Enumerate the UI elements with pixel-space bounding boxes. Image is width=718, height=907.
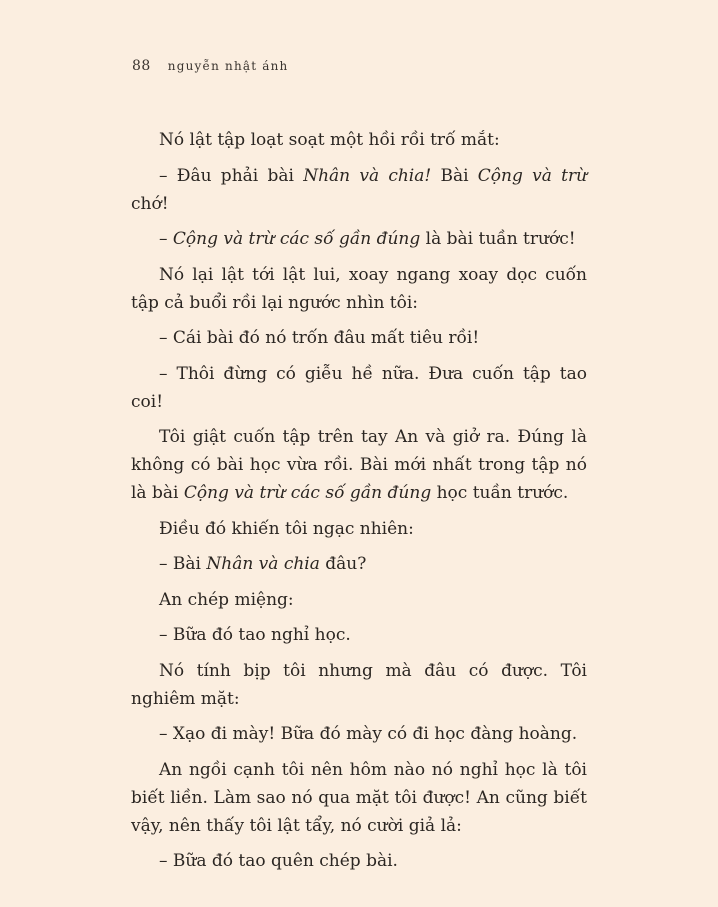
text-run: học tuần trước.	[431, 483, 569, 503]
text-run: – Bữa đó tao nghỉ học.	[159, 625, 351, 645]
text-run: – Bữa đó tao quên chép bài.	[159, 851, 398, 871]
text-run: chớ!	[131, 193, 169, 214]
text-run: Nó tính bịp tôi nhưng mà đâu có được. Tôi nghiêm mặt:	[131, 660, 587, 709]
italic-text: Cộng và trừ các số gần đúng	[172, 229, 421, 249]
paragraph	[131, 621, 587, 649]
text-run: An chép miệng:	[159, 589, 294, 610]
text-run: Nó lật tập loạt soạt một hồi rồi trố mắt:	[159, 130, 500, 150]
text-run: – Bài	[159, 554, 207, 574]
text-run: là bài tuần trước!	[420, 229, 576, 249]
text-run: Bài	[431, 165, 478, 186]
text-run: đâu?	[319, 554, 367, 574]
text-run: Điều đó khiến tôi ngạc nhiên:	[159, 518, 414, 539]
body-text	[131, 126, 587, 875]
paragraph	[131, 225, 587, 253]
text-run: – Xạo đi mày! Bữa đó mày có đi học đàng hoàng.	[159, 724, 578, 744]
text-run: – Cái bài đó nó trốn đâu mất tiêu rồi!	[159, 328, 480, 348]
text-run: Nó lại lật tới lật lui, xoay ngang xoay dọc cuốn tập cả buổi rồi lại ngước nhìn tôi:	[131, 264, 587, 313]
paragraph	[131, 586, 587, 614]
paragraph	[131, 550, 587, 578]
paragraph	[131, 360, 587, 416]
italic-text: Cộng và trừ	[477, 165, 588, 186]
paragraph	[131, 720, 587, 748]
author-name: nguyễn nhật ánh	[167, 59, 289, 73]
paragraph	[131, 261, 587, 317]
paragraph	[131, 515, 587, 543]
text-run: Tôi giật cuốn tập trên tay An và giở ra. Đúng là không có bài học vừa rồi. Bài mới nhất trong tập nó là bài	[131, 427, 587, 503]
paragraph	[131, 756, 587, 840]
page-number: 88	[132, 58, 151, 74]
paragraph	[131, 126, 587, 154]
text-run: – Thôi đừng có giễu hề nữa. Đưa cuốn tập tao coi!	[131, 363, 587, 412]
italic-text: Nhân và chia!	[303, 165, 432, 186]
paragraph	[131, 162, 587, 218]
paragraph	[131, 847, 587, 875]
paragraph	[131, 423, 587, 507]
running-header	[132, 58, 288, 74]
text-run: – Đâu phải bài	[159, 165, 304, 186]
paragraph	[131, 657, 587, 713]
text-run: An ngồi cạnh tôi nên hôm nào nó nghỉ học là tôi biết liền. Làm sao nó qua mặt tôi được! An cũng biết vậy, nên thấy tôi lật tẩy, nó cười giả lả:	[131, 759, 587, 836]
italic-text: Nhân và chia	[206, 554, 320, 574]
paragraph	[131, 324, 587, 352]
text-run: –	[159, 229, 173, 249]
italic-text: Cộng và trừ các số gần đúng	[183, 483, 432, 503]
